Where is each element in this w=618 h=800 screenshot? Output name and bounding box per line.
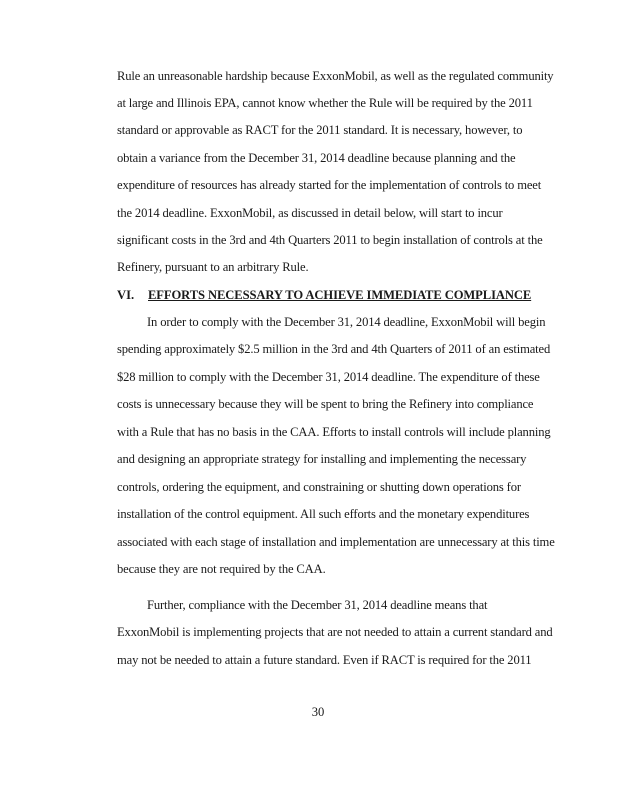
paragraph-2-line-3: $28 million to comply with the December 31, 2014 deadline. The expenditure of these	[117, 370, 540, 384]
paragraph-2-line-10: because they are not required by the CAA.	[117, 562, 326, 576]
paragraph-2-line-4: costs is unnecessary because they will be spent to bring the Refinery into compliance	[117, 397, 534, 411]
paragraph-1-line-5: expenditure of resources has already started for the implementation of controls to meet	[117, 178, 542, 192]
paragraph-2-line-5: with a Rule that has no basis in the CAA. Efforts to install controls will include planning	[117, 425, 551, 439]
paragraph-1-line-2: at large and Illinois EPA, cannot know whether the Rule will be required by the 2011	[117, 96, 533, 110]
paragraph-2-line-2: spending approximately $2.5 million in the 3rd and 4th Quarters of 2011 of an estimated	[117, 342, 551, 356]
paragraph-1-line-3: standard or approvable as RACT for the 2011 standard. It is necessary, however, to	[117, 123, 523, 137]
paragraph-2-line-8: installation of the control equipment. All such efforts and the monetary expenditures	[117, 507, 530, 521]
paragraph-3-line-2: ExxonMobil is implementing projects that are not needed to attain a current standard and	[117, 625, 553, 639]
paragraph-2-line-7: controls, ordering the equipment, and constraining or shutting down operations for	[117, 480, 521, 494]
paragraph-2-line-9: associated with each stage of installation and implementation are unnecessary at this time	[117, 535, 555, 549]
paragraph-1-line-1: Rule an unreasonable hardship because ExxonMobil, as well as the regulated community	[117, 69, 554, 83]
paragraph-1-line-6: the 2014 deadline. ExxonMobil, as discussed in detail below, will start to incur	[117, 206, 503, 220]
paragraph-3-line-3: may not be needed to attain a future standard. Even if RACT is required for the 2011	[117, 653, 532, 667]
paragraph-3-line-1: Further, compliance with the December 31, 2014 deadline means that	[147, 598, 488, 612]
page-number: 30	[311, 705, 325, 719]
paragraph-1-line-8: Refinery, pursuant to an arbitrary Rule.	[117, 260, 309, 274]
paragraph-2-line-6: and designing an appropriate strategy for installing and implementing the necessary	[117, 452, 527, 466]
paragraph-1-line-7: significant costs in the 3rd and 4th Quarters 2011 to begin installation of controls at the	[117, 233, 543, 247]
paragraph-2-line-1: In order to comply with the December 31, 2014 deadline, ExxonMobil will begin	[147, 315, 546, 329]
paragraph-1-line-4: obtain a variance from the December 31, 2014 deadline because planning and the	[117, 151, 516, 165]
section-number: VI.	[117, 288, 135, 302]
section-title: EFFORTS NECESSARY TO ACHIEVE IMMEDIATE COMPLIANCE	[148, 288, 532, 302]
